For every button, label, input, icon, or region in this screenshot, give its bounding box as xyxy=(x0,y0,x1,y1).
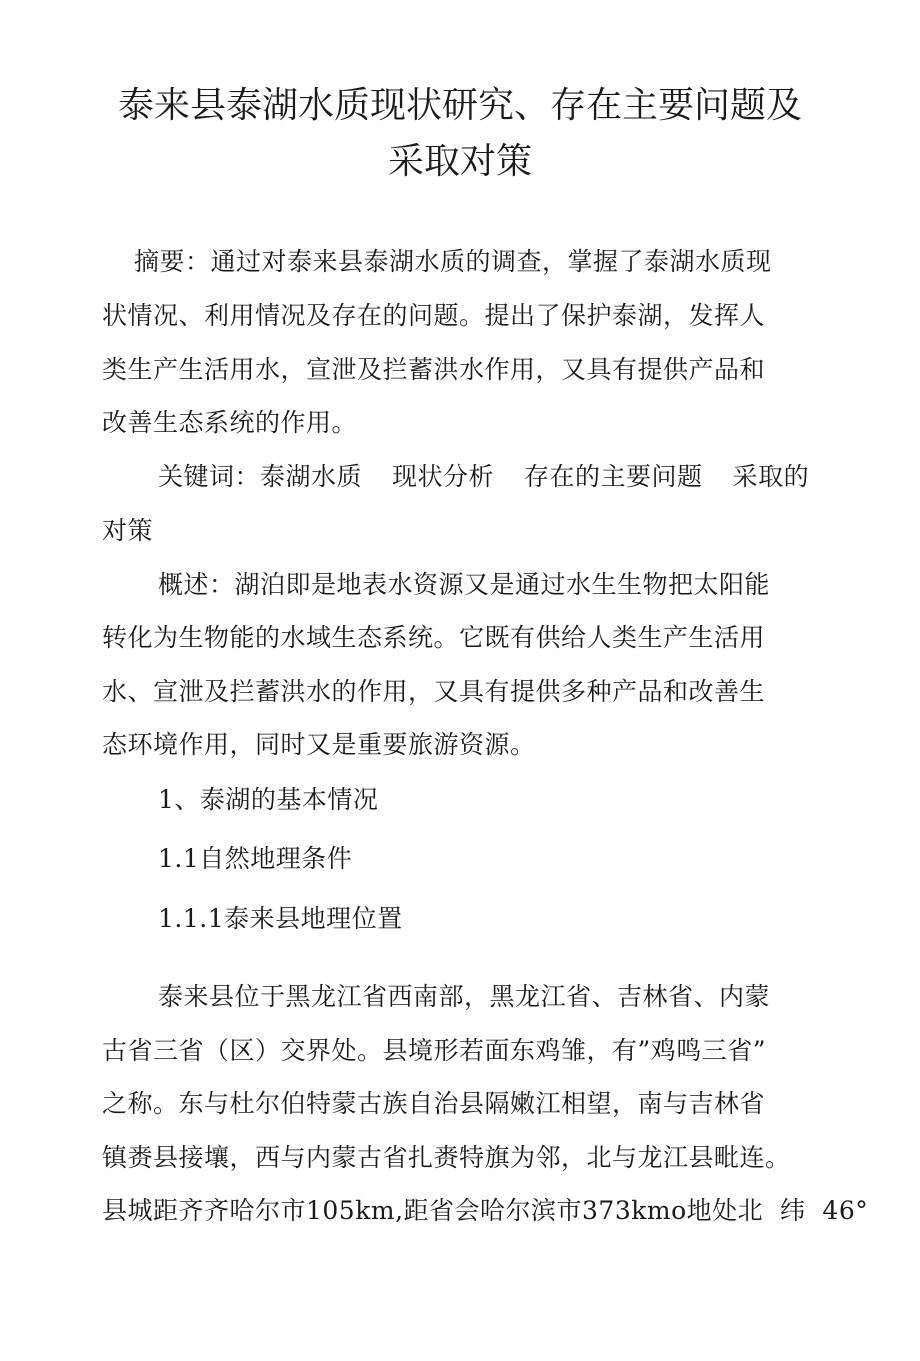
keywords-label: 关键词： xyxy=(158,462,261,491)
overview-line-3: 水、宣泄及拦蓄洪水的作用，又具有提供多种产品和改善生 xyxy=(102,677,766,706)
overview-line-1: 概述：湖泊即是地表水资源又是通过水生生物把太阳能 xyxy=(158,570,771,599)
body-line-1: 泰来县位于黑龙江省西南部，黑龙江省、吉林省、内蒙 xyxy=(158,982,771,1011)
keyword-item: 采取的 xyxy=(732,462,810,491)
abstract-line-4: 改善生态系统的作用。 xyxy=(102,408,358,437)
keywords-line xyxy=(158,460,809,494)
overview-line-2: 转化为生物能的水域生态系统。它既有供给人类生产生活用 xyxy=(102,623,766,652)
abstract-line-3: 类生产生活用水，宣泄及拦蓄洪水作用，又具有提供产品和 xyxy=(102,355,766,384)
section-heading-1-1-1: 1.1.1泰来县地理位置 xyxy=(158,904,403,933)
overview-line-4: 态环境作用，同时又是重要旅游资源。 xyxy=(102,730,536,759)
body-line-4: 镇赉县接壤，西与内蒙古省扎赉特旗为邻，北与龙江县毗连。 xyxy=(102,1143,791,1172)
document-title-line-2: 采取对策 xyxy=(387,141,532,182)
section-heading-1: 1、泰湖的基本情况 xyxy=(158,785,379,814)
keywords-continuation: 对策 xyxy=(102,516,154,545)
body-line-5: 县城距齐齐哈尔市105km,距省会哈尔滨市373kmo地处北 纬 46° xyxy=(102,1196,869,1225)
keyword-item: 现状分析 xyxy=(392,462,495,491)
abstract-line-2: 状情况、利用情况及存在的问题。提出了保护泰湖，发挥人 xyxy=(102,301,766,330)
section-heading-1-1: 1.1自然地理条件 xyxy=(158,844,353,873)
keyword-item: 泰湖水质 xyxy=(260,462,363,491)
body-line-2: 古省三省（区）交界处。县境形若面东鸡雏，有”鸡鸣三省” xyxy=(102,1036,767,1065)
body-line-3: 之称。东与杜尔伯特蒙古族自治县隔嫩江相望，南与吉林省 xyxy=(102,1089,766,1118)
document-title-line-1: 泰来县泰湖水质现状研究、存在主要问题及 xyxy=(117,85,802,126)
keyword-item: 存在的主要问题 xyxy=(524,462,703,491)
abstract-line-1: 摘要：通过对泰来县泰湖水质的调查，掌握了泰湖水质现 xyxy=(134,247,772,276)
